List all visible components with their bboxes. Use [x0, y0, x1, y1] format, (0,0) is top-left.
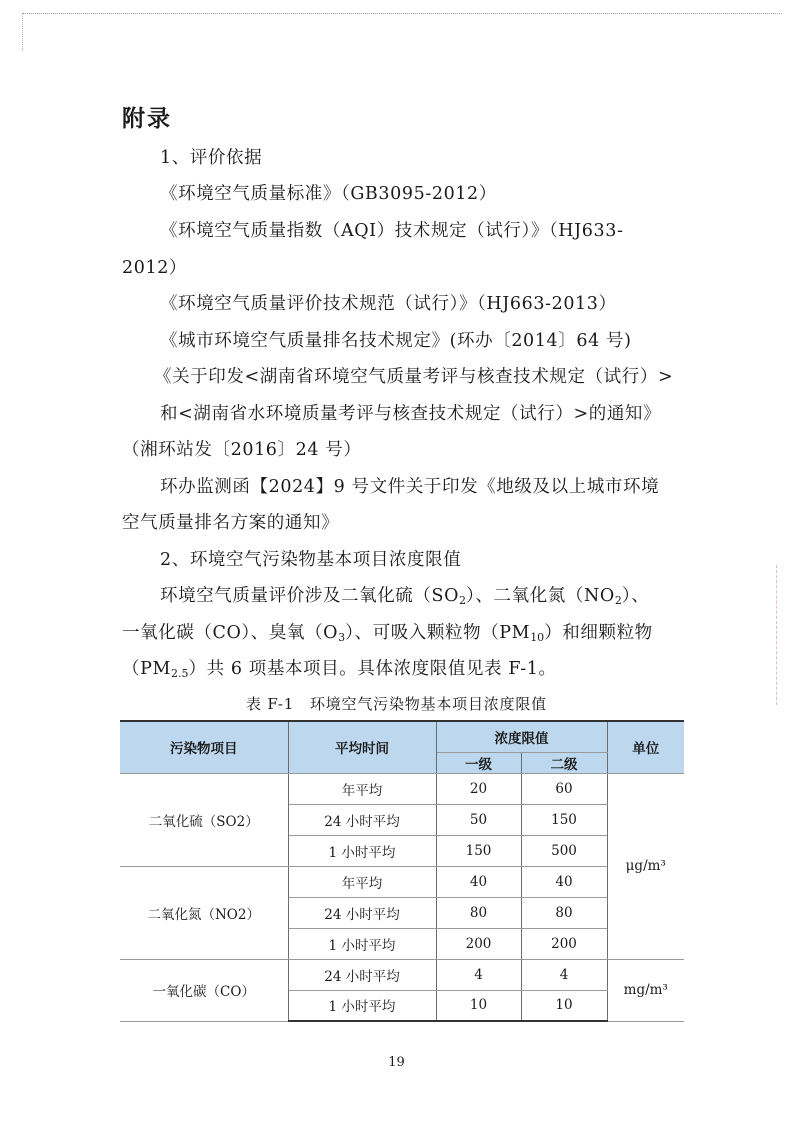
reference-1: 《环境空气质量标准》（GB3095-2012）	[160, 184, 497, 204]
reference-6-line2: 空气质量排名方案的通知》	[122, 513, 340, 533]
table-row	[120, 773, 684, 804]
grade1-cell: 80	[436, 897, 521, 928]
scan-border-top	[22, 13, 782, 14]
body-line-1: 环境空气质量评价涉及二氧化硫$(SO_2)$、二氧化氮$(NO_2)$、	[160, 586, 650, 607]
scan-margin-marks	[776, 565, 785, 705]
reference-5-line3: （湘环站发〔2016〕24 号）	[122, 440, 362, 460]
table-caption: 表 F-1 环境空气污染物基本项目浓度限值	[246, 695, 547, 713]
pollutant-limits-table	[120, 720, 684, 1022]
grade1-cell: 40	[436, 866, 521, 897]
header-limit: 浓度限值	[436, 721, 607, 752]
avg-time-cell: 24 小时平均	[288, 959, 436, 990]
avg-time-cell: 年平均	[288, 866, 436, 897]
table-row	[120, 866, 684, 897]
avg-time-cell: 1 小时平均	[288, 990, 436, 1021]
avg-time-cell: 1 小时平均	[288, 835, 436, 866]
avg-time-cell: 24 小时平均	[288, 897, 436, 928]
pollutant-name: 一氧化碳（CO）	[120, 959, 288, 1021]
header-avg-time: 平均时间	[288, 721, 436, 773]
unit-cell: mg/m³	[607, 959, 684, 1021]
reference-3: 《环境空气质量评价技术规范（试行）》（HJ663-2013）	[160, 294, 617, 314]
grade1-cell: 150	[436, 835, 521, 866]
scan-border-left	[22, 13, 23, 51]
grade2-cell: 80	[521, 897, 607, 928]
header-pollutant: 污染物项目	[120, 721, 288, 773]
grade2-cell: 10	[521, 990, 607, 1021]
section2-title: 2、环境空气污染物基本项目浓度限值	[160, 550, 462, 570]
header-unit: 单位	[607, 721, 684, 773]
avg-time-cell: 1 小时平均	[288, 928, 436, 959]
body-line-2: 一氧化碳（CO）、臭氧$(O_3)$、可吸入颗粒物$(PM_{10})$和细颗粒物	[122, 623, 653, 644]
reference-5-line1: 《关于印发<湖南省环境空气质量考评与核查技术规定（试行）>	[154, 367, 674, 387]
header-grade1: 一级	[436, 752, 521, 773]
grade1-cell: 50	[436, 804, 521, 835]
page-number: 19	[388, 1055, 405, 1070]
grade2-cell: 200	[521, 928, 607, 959]
body-line-3: $(PM_{2.5})$共 6 项基本项目。具体浓度限值见表 F-1。	[122, 659, 557, 680]
avg-time-cell: 年平均	[288, 773, 436, 804]
grade2-cell: 60	[521, 773, 607, 804]
section1-title: 1、评价依据	[160, 148, 263, 168]
grade2-cell: 150	[521, 804, 607, 835]
grade1-cell: 20	[436, 773, 521, 804]
appendix-heading: 附录	[122, 105, 172, 132]
grade2-cell: 500	[521, 835, 607, 866]
reference-2-line2: 2012）	[122, 258, 188, 278]
pollutant-name: 二氧化氮（NO2）	[120, 866, 288, 959]
grade2-cell: 4	[521, 959, 607, 990]
reference-5-line2: 和<湖南省水环境质量考评与核查技术规定（试行）>的通知》	[160, 404, 662, 424]
reference-2-line1: 《环境空气质量指数（AQI）技术规定（试行）》（HJ633-	[160, 221, 624, 241]
grade2-cell: 40	[521, 866, 607, 897]
grade1-cell: 10	[436, 990, 521, 1021]
grade1-cell: 200	[436, 928, 521, 959]
unit-cell: μg/m³	[607, 773, 684, 959]
header-grade2: 二级	[521, 752, 607, 773]
reference-6-line1: 环办监测函【2024】9 号文件关于印发《地级及以上城市环境	[160, 477, 660, 497]
reference-4: 《城市环境空气质量排名技术规定》(环办〔2014〕64 号)	[160, 331, 632, 351]
grade1-cell: 4	[436, 959, 521, 990]
pollutant-name: 二氧化硫（SO2）	[120, 773, 288, 866]
avg-time-cell: 24 小时平均	[288, 804, 436, 835]
table-row	[120, 959, 684, 990]
